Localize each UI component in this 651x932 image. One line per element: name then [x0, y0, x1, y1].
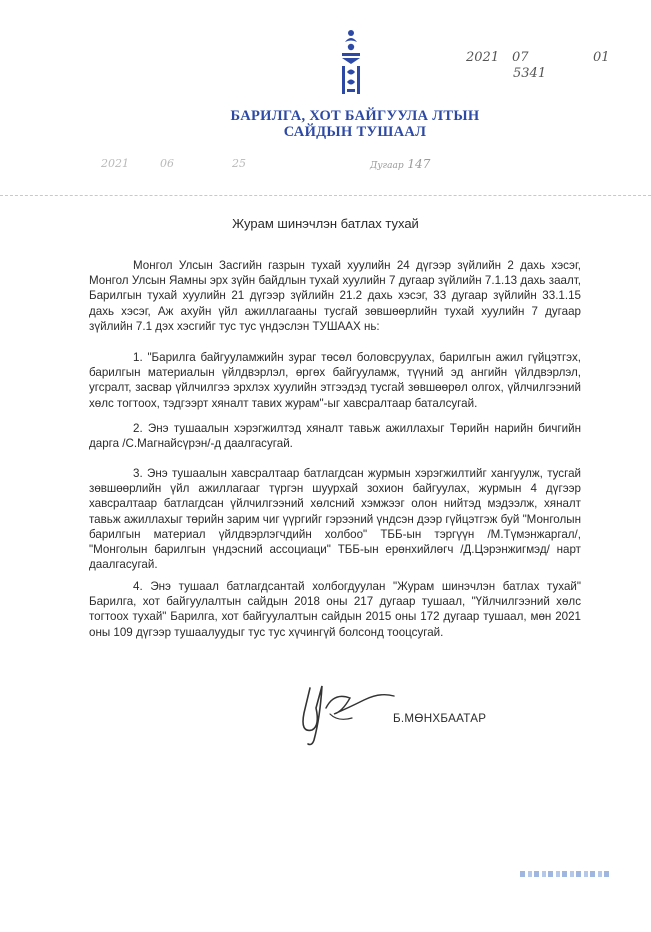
handwritten-date-year: 2021	[466, 50, 500, 65]
order-item-3: 3. Энэ тушаалын хавсралтаар батлагдсан журмын хэрэгжилтийг хангуулж, тусгай зөвшөөрлийн үйл ажиллагааг түргэн шуурхай зохион байгуулах, журмын 4 дүгээр хавсралтаар батлагдсан үйлчилгээний хөлсний хэмжээг олон нийтэд мэдээлж, хяналт тавьж ажиллахыг төрийн зарим чиг үүргийг гэрээний үндсэн дээр гүйцэтгэж буй "Монголын барилгын материал үйлдвэрлэгчдийн холбоо" ТББ-ын тэргүүн /М.Түмэнжаргал/, "Монголын барилгын үндэсний ассоциаци" ТББ-ын ерөнхийлөгч /Д.Цэрэнжигмэд/ нарт даалгасугай.	[89, 467, 581, 572]
handwritten-date-month: 07	[512, 50, 529, 65]
stamp-day: 25	[232, 157, 246, 170]
state-emblem-icon	[333, 28, 369, 100]
signer-name: Б.МӨНХБААТАР	[393, 712, 487, 725]
stamp-number-value: 147	[407, 157, 431, 171]
barcode-fragment	[520, 871, 612, 877]
handwritten-reg-number: 5341	[513, 66, 547, 81]
ministry-heading	[200, 108, 510, 140]
ministry-line-2: САЙДЫН ТУШААЛ	[283, 124, 427, 140]
handwritten-date-day: 01	[593, 50, 610, 65]
preamble-paragraph: Монгол Улсын Засгийн газрын тухай хуулийн 24 дүгээр зүйлийн 2 дахь хэсэг, Монгол Улсын Яамны эрх зүйн байдлын тухай хуулийн 7 дугаар зүйлийн 7.1.13 дахь заалт, Барилгын тухай хуулийн 21 дүгээр зүйлийн 21.2 дахь хэсэг, 33 дугаар зүйлийн 33.1.15 дахь хэсэг, Аж ахуйн үйл ажиллагааны тусгай зөвшөөрлийн тухай хуулийн 7 дугаар зүйлийн 7.1 дэх хэсгийг тус тус үндэслэн ТУШААХ нь:	[89, 259, 581, 333]
stamp-month: 06	[160, 157, 174, 170]
document-title: Журам шинэчлэн батлах тухай	[232, 216, 419, 231]
stamp-number-label: Дугаар	[370, 161, 404, 171]
order-item-2: 2. Энэ тушаалын хэрэгжилтэд хяналт тавьж ажиллахыг Төрийн нарийн бичгийн дарга /С.Магнайсүрэн/-д даалгасугай.	[89, 422, 581, 451]
stamp-number	[370, 157, 430, 171]
order-item-4: 4. Энэ тушаал батлагдсантай холбогдуулан "Журам шинэчлэн батлах тухай" Барилга, хот байгуулалтын сайдын 2018 оны 217 дугаар тушаал, "Үйлчилгээний хөлс тогтоох тухай" Барилга, хот байгуулалтын сайдын 2015 оны 172 дугаар тушаал, мөн 2021 оны 109 дүгээр тушаалуудыг тус тус хүчингүй болсонд тооцсугай.	[89, 580, 581, 639]
stamp-year: 2021	[101, 157, 129, 170]
header-divider	[0, 195, 651, 196]
signature-mark	[290, 678, 400, 748]
ministry-line-1: БАРИЛГА, ХОТ БАЙГУУЛА ЛТЫН	[230, 108, 480, 124]
order-item-1: 1. "Барилга байгууламжийн зураг төсөл боловсруулах, барилгын ажил гүйцэтгэх, барилгын материалын үйлдвэрлэл, өргөх байгууламж, түүний эд ангийн үйлдвэрлэл, угсралт, засвар үйлчилгээ эрхлэх хуулийн этгээдэд тусгай зөвшөөрөл олгох, үйлчилгээний хөлс тогтоох, тэдгээрт хяналт тавих журам"-ыг хавсралтаар баталсугай.	[89, 351, 581, 410]
